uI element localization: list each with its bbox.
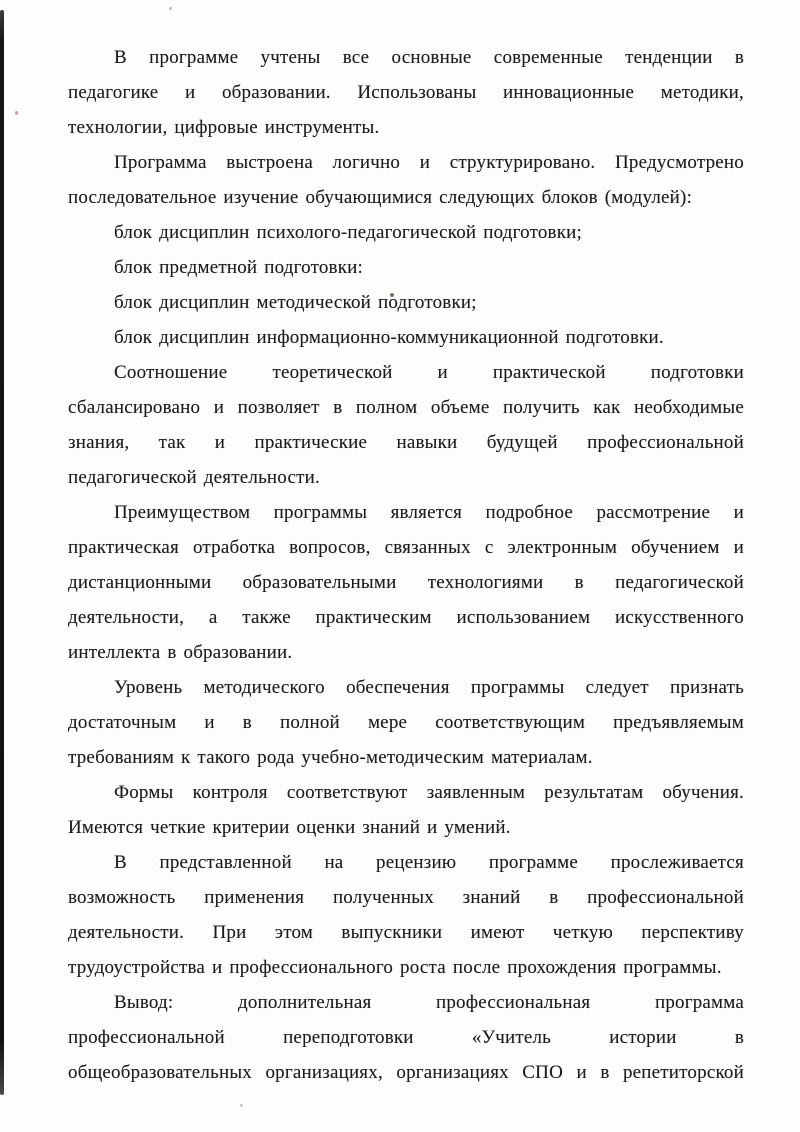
paragraph (68, 40, 744, 145)
text-line: достаточным и в полной мере соответствующим предъявляемым (68, 712, 744, 733)
paragraph (68, 355, 744, 495)
text-line: педагогической деятельности. (68, 467, 320, 488)
paragraph (68, 670, 744, 775)
text-line: знания, так и практические навыки будущей профессиональной (68, 432, 744, 453)
paragraph (68, 320, 744, 355)
text-line: последовательное изучение обучающимися следующих блоков (модулей): (68, 187, 693, 208)
text-line: деятельности, а также практическим использованием искусственного (68, 607, 744, 628)
text-line: В представленной на рецензию программе прослеживается (114, 852, 744, 873)
paragraph (68, 495, 744, 670)
text-line: практическая отработка вопросов, связанных с электронным обучением и (68, 537, 744, 558)
text-line: блок дисциплин методической подготовки; (114, 292, 477, 313)
text-line: блок дисциплин психолого-педагогической подготовки; (114, 222, 582, 243)
text-line: возможность применения полученных знаний в профессиональной (68, 887, 744, 908)
paragraph (68, 285, 744, 320)
text-line: Уровень методического обеспечения программы следует признать (114, 677, 744, 698)
paragraph (68, 250, 744, 285)
text-line: профессиональной переподготовки «Учитель истории в (68, 1027, 744, 1048)
text-line: Соотношение теоретической и практической подготовки (114, 362, 744, 383)
paragraph (68, 845, 744, 985)
text-line: дистанционными образовательными технологиями в педагогической (68, 572, 744, 593)
text-line: Программа выстроена логично и структурировано. Предусмотрено (114, 152, 744, 173)
text-line: Вывод: дополнительная профессиональная программа (114, 992, 744, 1013)
scan-speck (169, 7, 172, 10)
text-line: сбалансировано и позволяет в полном объеме получить как необходимые (68, 397, 744, 418)
text-line: интеллекта в образовании. (68, 642, 293, 663)
text-line: требованиям к такого рода учебно-методическим материалам. (68, 747, 593, 768)
text-line: блок предметной подготовки: (114, 257, 363, 278)
text-line: блок дисциплин информационно-коммуникационной подготовки. (114, 327, 664, 348)
text-line: деятельности. При этом выпускники имеют четкую перспективу (68, 922, 744, 943)
text-line: трудоустройства и профессионального роста после прохождения программы. (68, 957, 722, 978)
text-line: В программе учтены все основные современные тенденции в (114, 47, 744, 68)
paragraph (68, 775, 744, 845)
text-line: Имеются четкие критерии оценки знаний и умений. (68, 817, 511, 838)
text-line: общеобразовательных организациях, организациях СПО и в репетиторской (68, 1062, 744, 1083)
text-line: технологии, цифровые инструменты. (68, 117, 380, 138)
paragraph (68, 985, 744, 1090)
text-line: Преимуществом программы является подробное рассмотрение и (114, 502, 744, 523)
text-line: Формы контроля соответствуют заявленным результатам обучения. (114, 782, 744, 803)
text-line: педагогике и образовании. Использованы инновационные методики, (68, 82, 744, 103)
paragraph (68, 145, 744, 215)
paragraph (68, 215, 744, 250)
document-text (0, 40, 800, 1090)
scan-speck (240, 1104, 243, 1107)
